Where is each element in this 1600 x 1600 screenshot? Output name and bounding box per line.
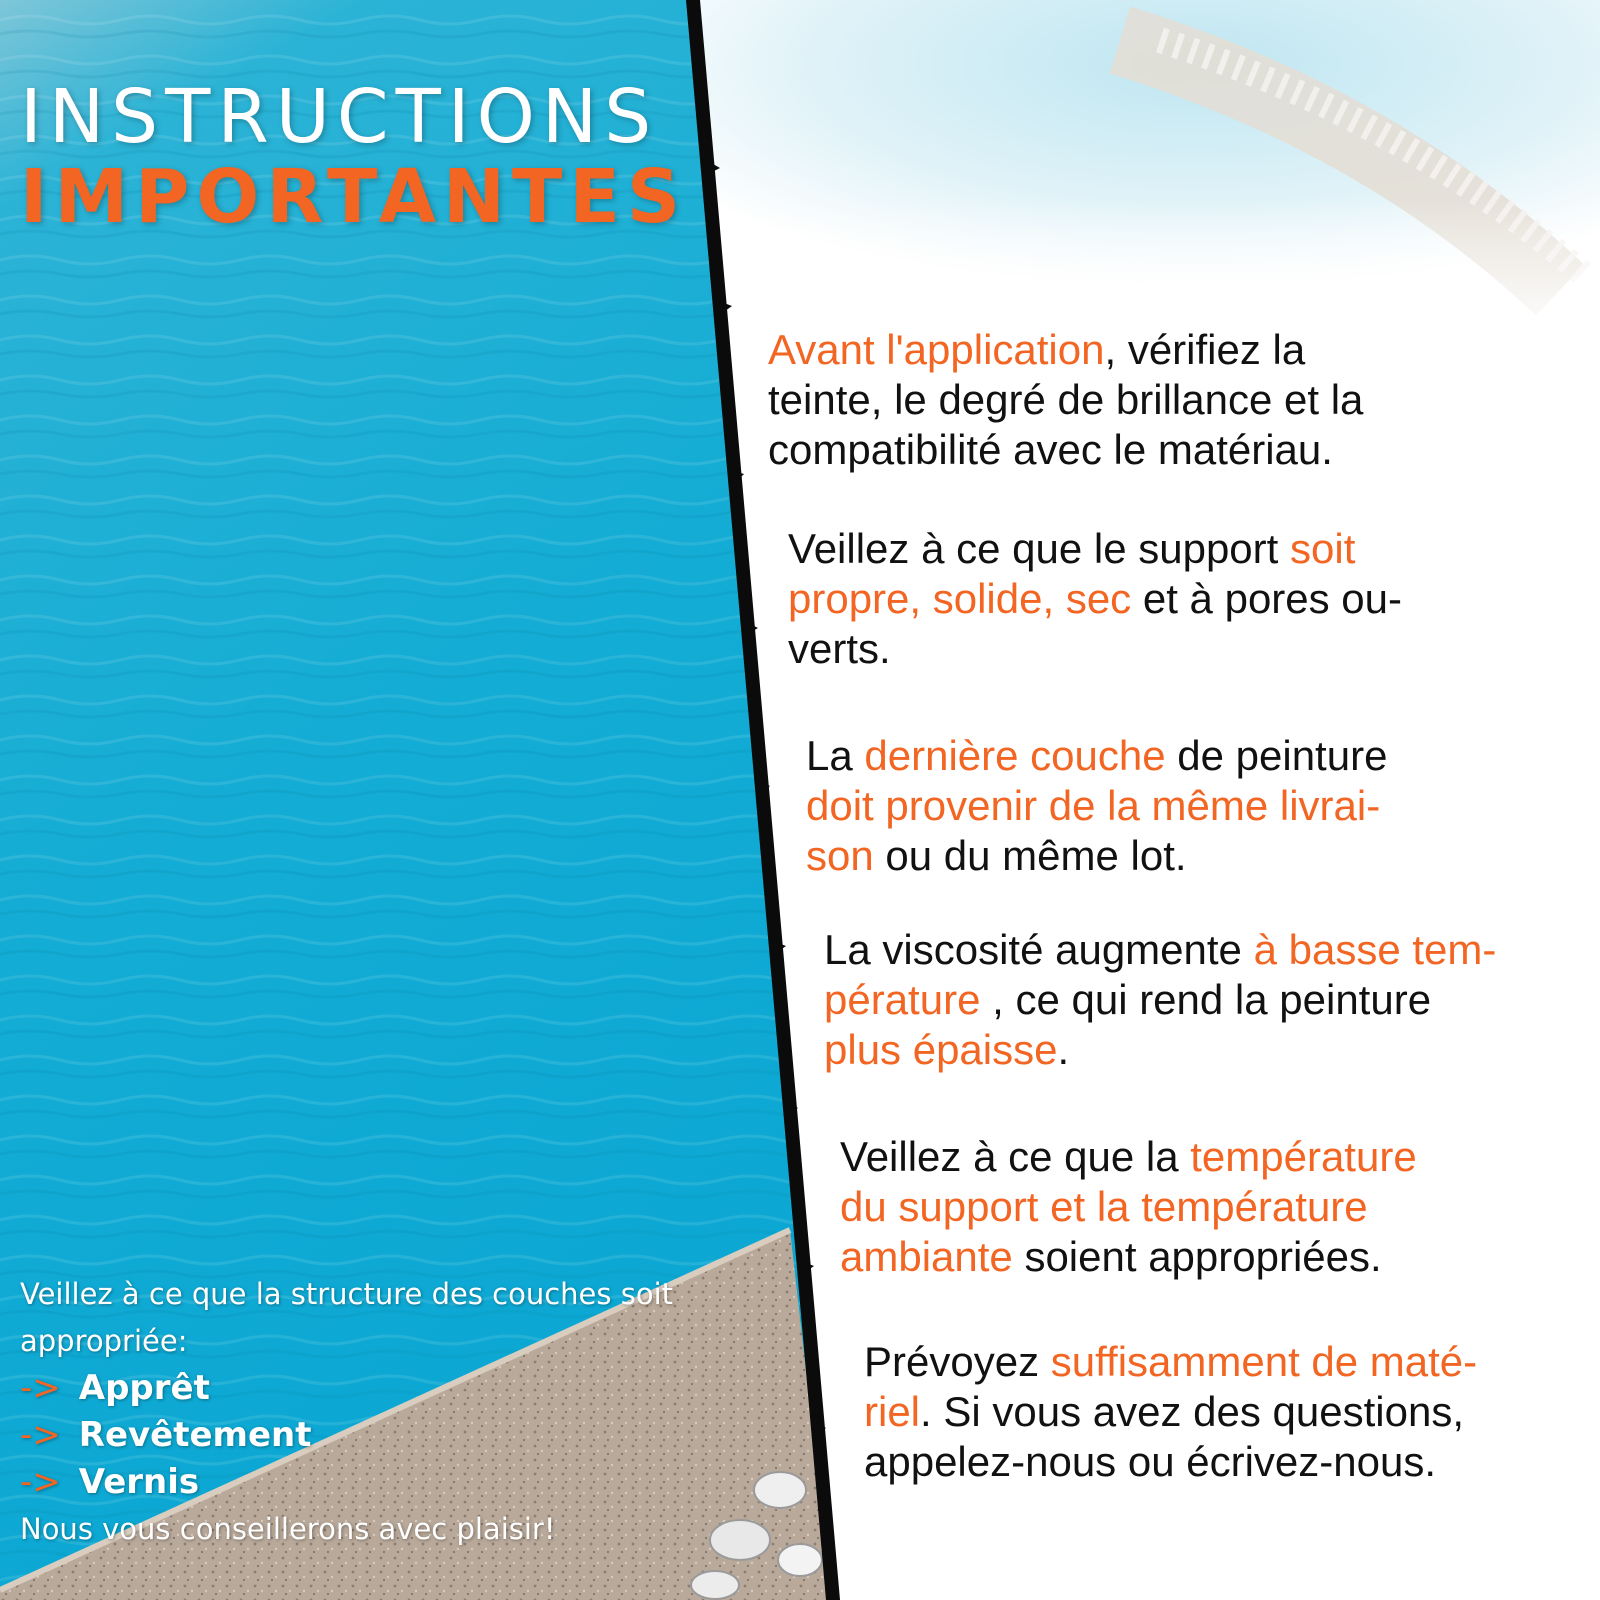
instruction-paragraph (788, 524, 1402, 674)
layer-item-label: Apprêt (78, 1368, 210, 1408)
paragraph-line (840, 1182, 1417, 1232)
arrow-icon: -> (20, 1368, 61, 1408)
body-text: de peinture (1165, 732, 1388, 779)
paragraph-line (768, 325, 1363, 375)
advice-text: Nous vous conseillerons avec plaisir! (20, 1512, 556, 1546)
instruction-paragraph (768, 325, 1363, 475)
instruction-paragraph (824, 925, 1496, 1075)
body-text: ou du même lot. (873, 832, 1187, 879)
paragraph-line (864, 1337, 1477, 1387)
body-text: . Si vous avez des questions, (920, 1388, 1464, 1435)
paragraph-line (806, 781, 1387, 831)
body-text: appelez-nous ou écrivez-nous. (864, 1438, 1437, 1485)
paragraph-line (806, 731, 1387, 781)
body-text: La viscosité augmente (824, 926, 1254, 973)
body-text: Veillez à ce que la (840, 1133, 1191, 1180)
paragraph-line (788, 624, 1402, 674)
body-text: Veillez à ce que le support (788, 525, 1290, 572)
arrow-icon: -> (20, 1415, 61, 1455)
highlight-text: Avant l'application (768, 326, 1105, 373)
paragraph-line (788, 524, 1402, 574)
body-text: Prévoyez (864, 1338, 1051, 1385)
title-line-1: INSTRUCTIONS (20, 74, 659, 160)
highlight-text: doit provenir de la même livrai- (806, 782, 1381, 829)
paragraph-line (864, 1437, 1477, 1487)
layer-item-varnish (20, 1459, 199, 1506)
paragraph-line (840, 1132, 1417, 1182)
highlight-text: soit (1290, 525, 1356, 572)
body-text: , vérifiez la (1104, 326, 1306, 373)
layer-item-label: Vernis (78, 1462, 200, 1502)
instruction-paragraph (840, 1132, 1417, 1282)
paragraph-line (824, 925, 1496, 975)
layer-item-coating (20, 1412, 312, 1459)
body-text: teinte, le degré de brillance et la (768, 376, 1364, 423)
body-text: et à pores ou- (1131, 575, 1403, 622)
highlight-text: riel (864, 1388, 921, 1435)
layers-intro-line-2: appropriée: (20, 1324, 188, 1358)
title-line-2: IMPORTANTES (20, 154, 688, 240)
body-text: verts. (788, 625, 891, 672)
instruction-paragraph (806, 731, 1387, 881)
paragraph-line (824, 1025, 1496, 1075)
highlight-text: ambiante (840, 1233, 1013, 1280)
highlight-text: du support et la température (840, 1183, 1368, 1230)
highlight-text: dernière couche (864, 732, 1166, 779)
body-text: , ce qui rend la peinture (980, 976, 1432, 1023)
paragraph-line (768, 425, 1363, 475)
highlight-text: suffisamment de maté- (1050, 1338, 1478, 1385)
paragraph-line (806, 831, 1387, 881)
body-text: soient appropriées. (1012, 1233, 1382, 1280)
paragraph-line (824, 975, 1496, 1025)
highlight-text: température (1190, 1133, 1417, 1180)
highlight-text: son (806, 832, 874, 879)
body-text: compatibilité avec le matériau. (768, 426, 1333, 473)
highlight-text: à basse tem- (1253, 926, 1497, 973)
paragraph-line (864, 1387, 1477, 1437)
highlight-text: pérature (824, 976, 981, 1023)
paragraph-line (788, 574, 1402, 624)
layer-item-label: Revêtement (78, 1415, 312, 1455)
layers-intro-line-1: Veillez à ce que la structure des couches soit (20, 1277, 674, 1311)
paragraph-line (840, 1232, 1417, 1282)
highlight-text: plus épaisse (824, 1026, 1058, 1073)
instruction-paragraph (864, 1337, 1477, 1487)
paragraph-line (768, 375, 1363, 425)
highlight-text: propre, solide, sec (788, 575, 1132, 622)
body-text: La (806, 732, 865, 779)
layer-item-primer (20, 1365, 210, 1412)
arrow-icon: -> (20, 1462, 61, 1502)
body-text: . (1057, 1026, 1070, 1073)
